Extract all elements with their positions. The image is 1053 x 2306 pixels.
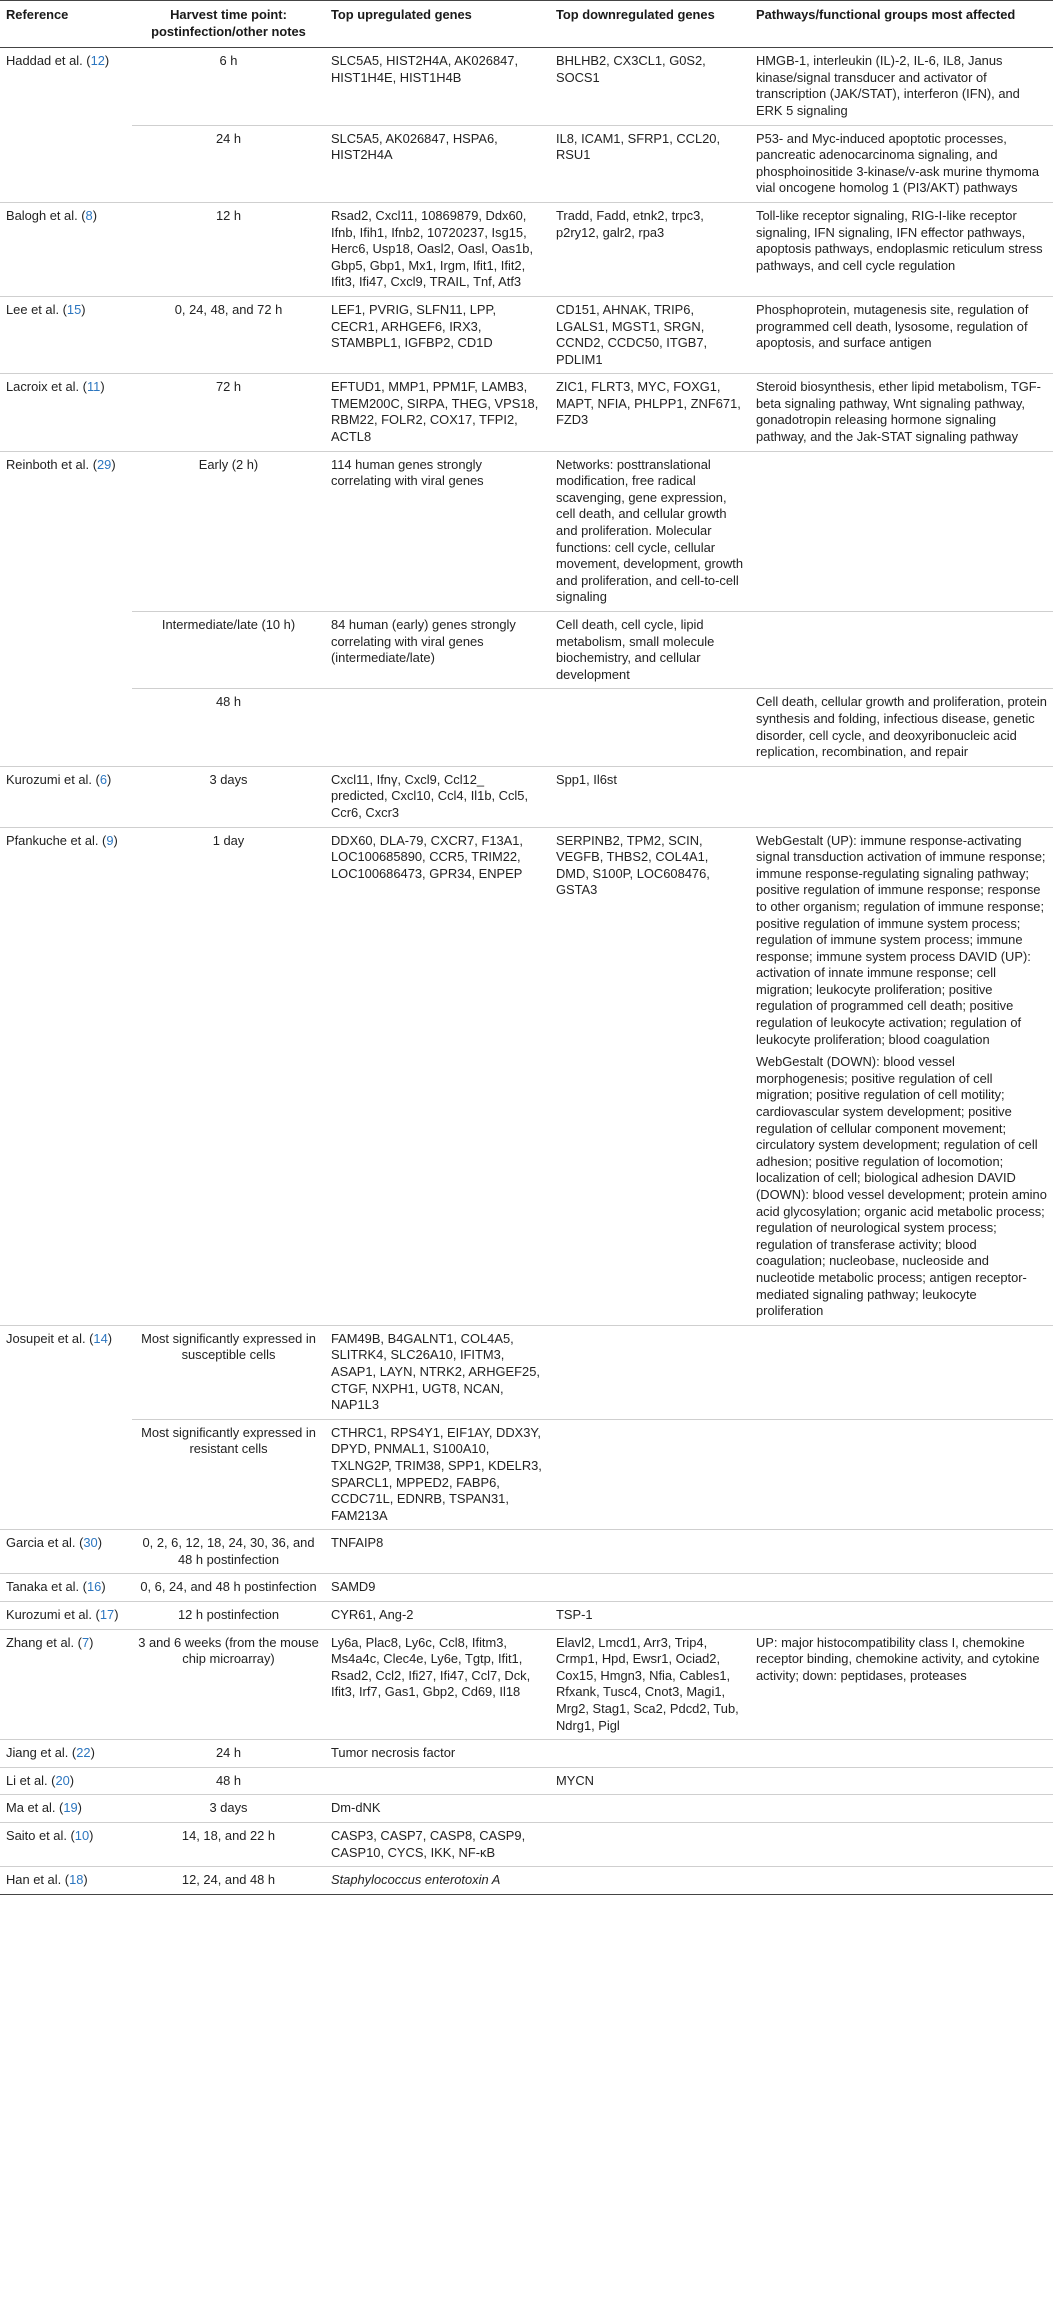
reference-close: ) <box>107 771 112 787</box>
pathways-cell <box>750 612 1053 689</box>
upregulated-genes-cell: EFTUD1, MMP1, PPM1F, LAMB3, TMEM200C, SIRPA, THEG, VPS18, RBM22, FOLR2, COX17, TFPI2, ACTL8 <box>325 374 550 451</box>
downregulated-genes-cell: Tradd, Fadd, etnk2, trpc3, p2ry12, galr2, rpa3 <box>550 202 750 296</box>
pathways-cell <box>750 827 1053 1325</box>
pathways-cell <box>750 766 1053 827</box>
table-row <box>0 1795 1053 1823</box>
table-row <box>0 1530 1053 1574</box>
downregulated-genes-cell: Spp1, Il6st <box>550 766 750 827</box>
reference-cell <box>0 451 132 766</box>
table-row <box>0 202 1053 296</box>
table-row <box>0 374 1053 451</box>
reference-text: Haddad et al. ( <box>6 53 91 69</box>
pathways-cell <box>750 374 1053 451</box>
reference-number-link[interactable]: 9 <box>106 832 114 848</box>
downregulated-genes-cell <box>550 1795 750 1823</box>
reference-number-link[interactable]: 7 <box>81 1634 90 1650</box>
downregulated-genes-cell: Elavl2, Lmcd1, Arr3, Trip4, Crmp1, Hpd, Ewsr1, Ociad2, Cox15, Hmgn3, Nfia, Cables1, Rfxank, Tusc4, Cnot3, Magi1, Mrg2, Stag1, Sca2, Pdcd2, Tub, Ndrg1, Pigl <box>550 1629 750 1740</box>
pathways-cell <box>750 451 1053 611</box>
reference-close: ) <box>92 207 98 223</box>
pathways-cell <box>750 689 1053 766</box>
reference-close: ) <box>89 1828 94 1843</box>
reference-close: ) <box>114 1607 119 1623</box>
reference-number-link[interactable]: 12 <box>90 53 105 69</box>
reference-close: ) <box>101 1579 106 1595</box>
harvest-time-cell: Most significantly expressed in susceptible cells <box>132 1325 325 1419</box>
upregulated-genes-cell: DDX60, DLA-79, CXCR7, F13A1, LOC100685890, CCR5, TRIM22, LOC100686473, GPR34, ENPEP <box>325 827 550 1325</box>
reference-number-link[interactable]: 20 <box>55 1772 70 1788</box>
header-pathways: Pathways/functional groups most affected <box>750 1 1053 48</box>
harvest-time-cell: 1 day <box>132 827 325 1325</box>
downregulated-genes-cell: BHLHB2, CX3CL1, G0S2, SOCS1 <box>550 48 750 125</box>
reference-text: Garcia et al. ( <box>6 1535 84 1551</box>
upregulated-genes-cell: LEF1, PVRIG, SLFN11, LPP, CECR1, ARHGEF6, IRX3, STAMBPL1, IGFBP2, CD1D <box>325 296 550 373</box>
table-row <box>0 1419 1053 1530</box>
upregulated-genes-cell: 84 human (early) genes strongly correlating with viral genes (intermediate/late) <box>325 612 550 689</box>
harvest-time-cell: 0, 2, 6, 12, 18, 24, 30, 36, and 48 h postinfection <box>132 1530 325 1574</box>
table-row <box>0 1602 1053 1630</box>
pathway-paragraph: WebGestalt (DOWN): blood vessel morphogenesis; positive regulation of cell migration; positive regulation of cell motility; cardiovascular system development; positive regulation of cellular component movement; circulatory system development; regulation of cell adhesion; positive regulation of locomotion; localization of cell; biological adhesion DAVID (DOWN): blood vessel development; protein amino acid glycosylation; organic acid metabolic process; regulation of neurological system process; regulation of transferase activity; blood coagulation; nucleobase, nucleoside and nucleotide metabolic process; antigen receptor-mediated signaling pathway; leukocyte proliferation <box>756 1054 1047 1319</box>
table-row <box>0 1574 1053 1602</box>
reference-number-link[interactable]: 19 <box>63 1800 78 1816</box>
table-row <box>0 296 1053 373</box>
harvest-time-cell: 24 h <box>132 125 325 202</box>
upregulated-genes-cell <box>325 1767 550 1795</box>
reference-text: Li et al. ( <box>6 1772 56 1788</box>
header-reference: Reference <box>0 1 132 48</box>
reference-text: Tanaka et al. ( <box>6 1579 87 1595</box>
reference-text: Han et al. ( <box>6 1872 70 1888</box>
reference-text: Kurozumi et al. ( <box>6 771 100 787</box>
reference-cell <box>0 766 132 827</box>
table-row <box>0 1767 1053 1795</box>
pathway-paragraph: P53- and Myc-induced apoptotic processes, pancreatic adenocarcinoma signaling, and phosphoinositide 3-kinase/v-ask murine thymoma vial oncogene homolog 1 (PI3/AKT) pathways <box>756 130 1040 196</box>
reference-cell <box>0 296 132 373</box>
downregulated-genes-cell: Networks: posttranslational modification, free radical scavenging, gene expression, cell death, and cellular growth and proliferation. Molecular functions: cell cycle, cellular movement, development, growth and proliferation, and cell-to-cell signaling <box>550 451 750 611</box>
harvest-time-cell: 48 h <box>132 689 325 766</box>
upregulated-genes-cell: CTHRC1, RPS4Y1, EIF1AY, DDX3Y, DPYD, PNMAL1, S100A10, TXLNG2P, TRIM38, SPP1, KDELR3, SPARCL1, MPPED2, FABP6, CCDC71L, EDNRB, TSPAN31, FAM213A <box>325 1419 550 1530</box>
pathway-paragraph: WebGestalt (UP): immune response-activating signal transduction activation of immune response; immune response-regulating signaling pathway; positive regulation of immune response; response to other organism; regulation of immune response; positive regulation of immune system process; regulation of immune system process; immune response; immune system process DAVID (UP): activation of innate immune response; cell migration; leukocyte proliferation; positive regulation of programmed cell death; positive regulation of leukocyte activation; regulation of leukocyte proliferation; blood coagulation <box>756 832 1046 1047</box>
reference-close: ) <box>83 1872 88 1888</box>
upregulated-genes-cell: Cxcl11, Ifnγ, Cxcl9, Ccl12_ predicted, Cxcl10, Ccl4, Il1b, Ccl5, Ccr6, Cxcr3 <box>325 766 550 827</box>
reference-close: ) <box>104 53 110 69</box>
harvest-time-cell: 3 days <box>132 766 325 827</box>
upregulated-genes-cell: SLC5A5, HIST2H4A, AK026847, HIST1H4E, HIST1H4B <box>325 48 550 125</box>
pathway-paragraph: HMGB-1, interleukin (IL)-2, IL-6, IL8, Janus kinase/signal transducer and activator of transcription (JAK/STAT), interferon (IFN), and ERK 5 signaling <box>756 53 1020 118</box>
reference-text: Ma et al. ( <box>6 1800 64 1816</box>
harvest-time-cell: 12 h postinfection <box>132 1602 325 1630</box>
reference-number-link[interactable]: 16 <box>86 1579 102 1595</box>
reference-number-link[interactable]: 17 <box>99 1607 115 1623</box>
reference-text: Lacroix et al. ( <box>6 379 87 395</box>
pathway-paragraph: Cell death, cellular growth and proliferation, protein synthesis and folding, infectious disease, genetic disorder, cell cycle, and deoxyribonucleic acid replication, recombination, and repair <box>756 694 1047 760</box>
upregulated-genes-cell: Ly6a, Plac8, Ly6c, Ccl8, Ifitm3, Ms4a4c, Clec4e, Ly6e, Tgtp, Ifit1, Rsad2, Ccl2, Ifi27, Ifi47, Ccl7, Dck, Ifit3, Irf7, Gas1, Gbp2, Cd69, Il18 <box>325 1629 550 1740</box>
reference-text: Zhang et al. ( <box>6 1634 82 1650</box>
pathways-cell <box>750 1767 1053 1795</box>
pathways-cell <box>750 1574 1053 1602</box>
header-harvest-time: Harvest time point: postinfection/other notes <box>132 1 325 48</box>
harvest-time-cell: 48 h <box>132 1767 325 1795</box>
downregulated-genes-cell: TSP-1 <box>550 1602 750 1630</box>
reference-number-link[interactable]: 11 <box>86 379 101 395</box>
table-body <box>0 48 1053 1895</box>
pathways-cell <box>750 1795 1053 1823</box>
header-downregulated: Top downregulated genes <box>550 1 750 48</box>
table-row <box>0 1867 1053 1895</box>
downregulated-genes-cell: CD151, AHNAK, TRIP6, LGALS1, MGST1, SRGN, CCND2, CCDC50, ITGB7, PDLIM1 <box>550 296 750 373</box>
reference-text: Kurozumi et al. ( <box>6 1607 100 1623</box>
reference-text: Jiang et al. ( <box>6 1745 77 1761</box>
reference-number-link[interactable]: 14 <box>93 1330 108 1346</box>
upregulated-genes-cell: SLC5A5, AK026847, HSPA6, HIST2H4A <box>325 125 550 202</box>
harvest-time-cell: 12, 24, and 48 h <box>132 1867 325 1895</box>
table-row <box>0 766 1053 827</box>
reference-number-link[interactable]: 15 <box>66 301 82 317</box>
pathways-cell <box>750 1740 1053 1768</box>
reference-number-link[interactable]: 8 <box>85 207 93 223</box>
upregulated-genes-cell: 114 human genes strongly correlating with viral genes <box>325 451 550 611</box>
table-row <box>0 689 1053 766</box>
reference-close: ) <box>77 1800 82 1816</box>
downregulated-genes-cell <box>550 1867 750 1895</box>
table-row <box>0 451 1053 611</box>
reference-number-link[interactable]: 29 <box>97 456 112 472</box>
downregulated-genes-cell: Cell death, cell cycle, lipid metabolism, small molecule biochemistry, and cellular development <box>550 612 750 689</box>
reference-text: Saito et al. ( <box>6 1828 75 1843</box>
upregulated-genes-cell: Tumor necrosis factor <box>325 1740 550 1768</box>
downregulated-genes-cell: ZIC1, FLRT3, MYC, FOXG1, MAPT, NFIA, PHLPP1, ZNF671, FZD3 <box>550 374 750 451</box>
table-row <box>0 1823 1053 1867</box>
reference-cell <box>0 1740 132 1768</box>
pathway-paragraph: UP: major histocompatibility class I, chemokine receptor binding, chemokine activity, and cytokine activity; down: peptidases, proteases <box>756 1634 1040 1683</box>
table-row <box>0 1325 1053 1419</box>
pathways-cell <box>750 202 1053 296</box>
upregulated-genes-cell: SAMD9 <box>325 1574 550 1602</box>
reference-number-link[interactable]: 18 <box>69 1872 84 1888</box>
pathway-paragraph: Steroid biosynthesis, ether lipid metabolism, TGF-beta signaling pathway, Wnt signaling pathway, gonadotropin releasing hormone signaling pathway, and the Jak-STAT signaling pathway <box>756 379 1041 445</box>
pathways-cell <box>750 1602 1053 1630</box>
reference-close: ) <box>113 832 118 848</box>
pathway-paragraph: Toll-like receptor signaling, RIG-I-like receptor signaling, IFN signaling, IFN effector pathways, apoptosis pathways, endoplasmic reticulum stress pathways, and cell cycle regulation <box>756 207 1043 273</box>
reference-cell <box>0 1574 132 1602</box>
reference-close: ) <box>111 456 116 472</box>
harvest-time-cell: Intermediate/late (10 h) <box>132 612 325 689</box>
reference-text: Josupeit et al. ( <box>6 1330 94 1346</box>
pathway-paragraph: Phosphoprotein, mutagenesis site, regulation of programmed cell death, lysosome, regulation of apoptosis, and surface antigen <box>756 301 1029 351</box>
reference-cell <box>0 1795 132 1823</box>
downregulated-genes-cell: SERPINB2, TPM2, SCIN, VEGFB, THBS2, COL4A1, DMD, S100P, LOC608476, GSTA3 <box>550 827 750 1325</box>
pathways-cell <box>750 1530 1053 1574</box>
reference-close: ) <box>107 1330 113 1346</box>
downregulated-genes-cell <box>550 1325 750 1419</box>
reference-number-link[interactable]: 6 <box>99 771 108 787</box>
downregulated-genes-cell <box>550 1419 750 1530</box>
reference-cell <box>0 48 132 203</box>
downregulated-genes-cell <box>550 1530 750 1574</box>
reference-text: Pfankuche et al. ( <box>6 832 107 848</box>
harvest-time-cell: Most significantly expressed in resistant cells <box>132 1419 325 1530</box>
pathways-cell <box>750 1325 1053 1419</box>
downregulated-genes-cell <box>550 1740 750 1768</box>
downregulated-genes-cell: MYCN <box>550 1767 750 1795</box>
reference-number-link[interactable]: 30 <box>83 1535 98 1551</box>
harvest-time-cell: 3 and 6 weeks (from the mouse chip microarray) <box>132 1629 325 1740</box>
harvest-time-cell: 24 h <box>132 1740 325 1768</box>
upregulated-genes-cell: Rsad2, Cxcl11, 10869879, Ddx60, Ifnb, Ifih1, Ifnb2, 10720237, Isg15, Herc6, Usp18, Oasl2, Oasl, Oas1b, Gbp5, Gbp1, Mx1, Irgm, Ifit1, Ifit2, Ifit3, Ifi47, Cxcl9, TRAIL, Tnf, Atf3 <box>325 202 550 296</box>
upregulated-genes-cell: Dm-dNK <box>325 1795 550 1823</box>
upregulated-genes-cell <box>325 689 550 766</box>
reference-cell <box>0 1823 132 1867</box>
upregulated-genes-cell: CASP3, CASP7, CASP8, CASP9, CASP10, CYCS, IKK, NF-κB <box>325 1823 550 1867</box>
downregulated-genes-cell <box>550 689 750 766</box>
reference-number-link[interactable]: 22 <box>76 1745 91 1761</box>
reference-cell <box>0 1602 132 1630</box>
pathways-cell <box>750 1823 1053 1867</box>
harvest-time-cell: 12 h <box>132 202 325 296</box>
reference-close: ) <box>89 1634 94 1650</box>
harvest-time-cell: 14, 18, and 22 h <box>132 1823 325 1867</box>
table-header-row <box>0 1 1053 48</box>
reference-close: ) <box>81 301 86 317</box>
upregulated-genes-cell: FAM49B, B4GALNT1, COL4A5, SLITRK4, SLC26A10, IFITM3, ASAP1, LAYN, NTRK2, ARHGEF25, CTGF, NXPH1, UGT8, NCAN, NAP1L3 <box>325 1325 550 1419</box>
harvest-time-cell: Early (2 h) <box>132 451 325 611</box>
reference-cell <box>0 374 132 451</box>
header-upregulated: Top upregulated genes <box>325 1 550 48</box>
downregulated-genes-cell: IL8, ICAM1, SFRP1, CCL20, RSU1 <box>550 125 750 202</box>
pathways-cell <box>750 1629 1053 1740</box>
reference-cell <box>0 1325 132 1530</box>
pathways-cell <box>750 1419 1053 1530</box>
reference-close: ) <box>100 379 105 395</box>
reference-number-link[interactable]: 10 <box>74 1828 90 1843</box>
table-row <box>0 1740 1053 1768</box>
upregulated-genes-cell: Staphylococcus enterotoxin A <box>325 1867 550 1895</box>
reference-cell <box>0 1629 132 1740</box>
pathways-cell <box>750 1867 1053 1895</box>
upregulated-genes-cell: CYR61, Ang-2 <box>325 1602 550 1630</box>
pathways-cell <box>750 296 1053 373</box>
reference-close: ) <box>90 1745 95 1761</box>
harvest-time-cell: 0, 6, 24, and 48 h postinfection <box>132 1574 325 1602</box>
reference-cell <box>0 1530 132 1574</box>
table-row <box>0 1629 1053 1740</box>
harvest-time-cell: 3 days <box>132 1795 325 1823</box>
reference-cell <box>0 827 132 1325</box>
harvest-time-cell: 6 h <box>132 48 325 125</box>
table-row <box>0 125 1053 202</box>
reference-text: Lee et al. ( <box>6 301 67 317</box>
table-row <box>0 612 1053 689</box>
downregulated-genes-cell <box>550 1574 750 1602</box>
table-row <box>0 827 1053 1325</box>
reference-cell <box>0 202 132 296</box>
pathways-cell <box>750 48 1053 125</box>
reference-close: ) <box>97 1535 103 1551</box>
reference-cell <box>0 1867 132 1895</box>
reference-text: Balogh et al. ( <box>6 207 86 223</box>
reference-close: ) <box>69 1772 75 1788</box>
reference-cell <box>0 1767 132 1795</box>
reference-text: Reinboth et al. ( <box>6 456 98 472</box>
downregulated-genes-cell <box>550 1823 750 1867</box>
harvest-time-cell: 72 h <box>132 374 325 451</box>
harvest-time-cell: 0, 24, 48, and 72 h <box>132 296 325 373</box>
pathways-cell <box>750 125 1053 202</box>
table-row <box>0 48 1053 125</box>
upregulated-genes-cell: TNFAIP8 <box>325 1530 550 1574</box>
